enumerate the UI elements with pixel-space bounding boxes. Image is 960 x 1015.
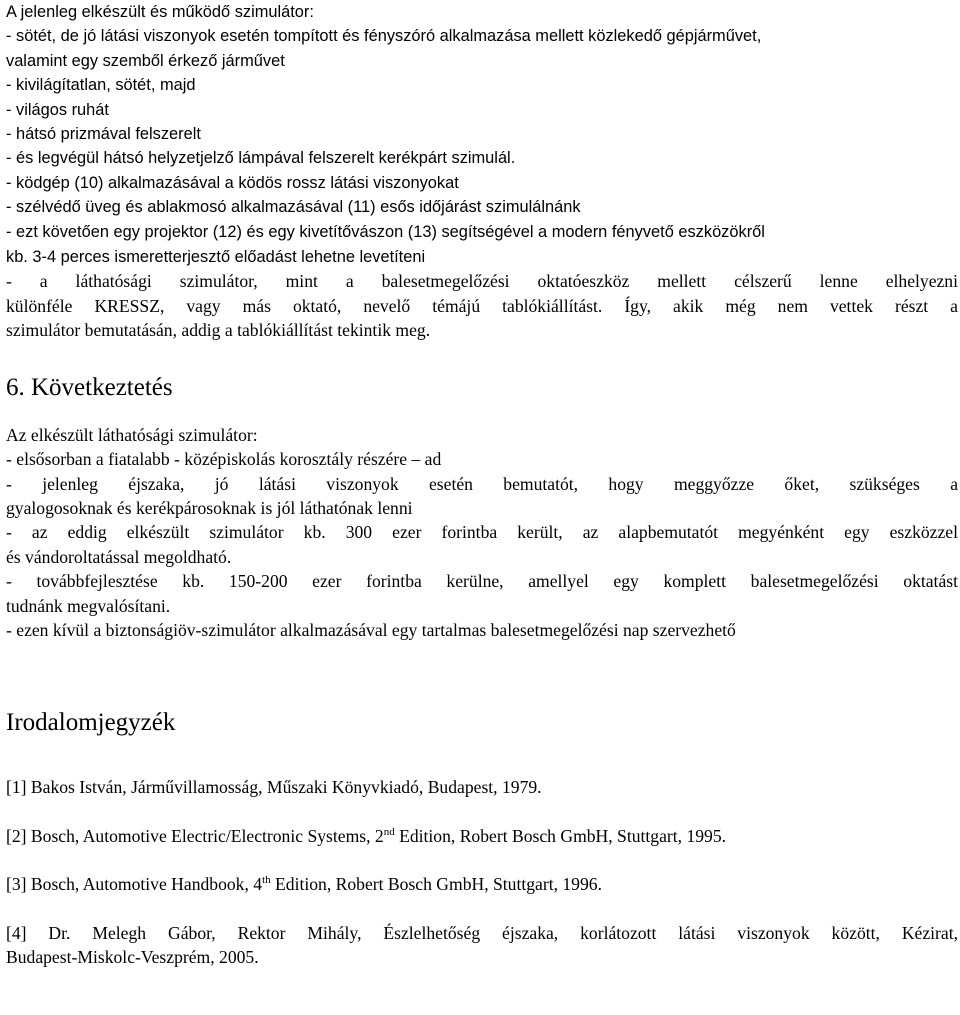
exhibition-line-3: szimulátor bemutatásán, addig a tablókiállítást tekintik meg. xyxy=(6,320,431,341)
projector-block xyxy=(6,220,958,270)
reference-4-line-2: Budapest-Miskolc-Veszprém, 2005. xyxy=(6,946,259,967)
intro-line-3: valamint egy szemből érkező járművet xyxy=(6,51,285,70)
spacer xyxy=(6,642,958,708)
document-page xyxy=(6,0,958,969)
serif-list-block xyxy=(6,171,958,220)
spacer xyxy=(6,738,958,775)
spacer xyxy=(6,848,958,872)
intro-block xyxy=(6,0,958,171)
conclusion-bullet-4-line-2: tudnánk megvalósítani. xyxy=(6,595,171,616)
conclusion-bullet-4-line-1: - továbbfejlesztése kb. 150-200 ezer forintba kerülne, amellyel egy komplett balesetmegelőzési oktatást xyxy=(6,571,958,592)
reference-4 xyxy=(6,921,958,970)
fog-line: - ködgép (10) alkalmazásával a ködös rossz látási viszonyokat xyxy=(6,173,459,192)
projector-line-2 xyxy=(6,244,958,269)
reference-4-line-1: [4] Dr. Melegh Gábor, Rektor Mihály, Észlelhetőség éjszaka, korlátozott látási viszonyok között, Kézirat, xyxy=(6,922,958,943)
spacer xyxy=(6,897,958,921)
section-6-body xyxy=(6,423,958,643)
conclusion-bullet-3-line-2: és vándoroltatással megoldható. xyxy=(6,546,232,567)
spacer xyxy=(6,800,958,824)
conclusion-bullet-2-line-2: gyalogosoknak és kerékpárosoknak is jól láthatónak lenni xyxy=(6,497,413,518)
reference-3-sup: th xyxy=(262,874,271,887)
conclusion-bullet-5: - ezen kívül a biztonságiöv-szimulátor alkalmazásával egy tartalmas balesetmegelőzési nap szervezhető xyxy=(6,619,736,640)
projector-line-2-a: kb. xyxy=(6,248,28,267)
conclusion-bullet-1: - elsősorban a fiatalabb - középiskolás korosztály részére – ad xyxy=(6,449,442,470)
intro-line-5: - világos ruhát xyxy=(6,100,109,119)
conclusion-intro: Az elkészült láthatósági szimulátor: xyxy=(6,424,258,445)
reference-3-rest: Edition, Robert Bosch GmbH, Stuttgart, 1996. xyxy=(270,874,602,895)
reference-2-rest: Edition, Robert Bosch GmbH, Stuttgart, 1995. xyxy=(394,825,727,846)
conclusion-bullet-3-line-1: - az eddig elkészült szimulátor kb. 300 ezer forintba került, az alapbemutatót megyénként egy eszközzel xyxy=(6,522,958,543)
reference-2 xyxy=(6,824,958,848)
paragraph-exhibition xyxy=(6,269,958,342)
intro-line-6: - hátsó prizmával felszerelt xyxy=(6,125,201,144)
exhibition-line-1: - a láthatósági szimulátor, mint a balesetmegelőzési oktatóeszköz mellett célszerű lenne elhelyezni xyxy=(6,271,958,292)
reference-3 xyxy=(6,872,958,896)
reference-3-main: [3] Bosch, Automotive Handbook, 4 xyxy=(6,874,263,895)
section-6-heading: 6. Következtetés xyxy=(6,373,173,401)
conclusion-bullet-2-line-1: - jelenleg éjszaka, jó látási viszonyok esetén bemutatót, hogy meggyőzze őket, szükséges a xyxy=(6,473,958,494)
projector-line-1: - ezt követően egy projektor (12) és egy kivetítővászon (13) segítségével a modern fényvető eszközökről xyxy=(6,222,765,241)
intro-line-2: - sötét, de jó látási viszonyok esetén tompított és fényszóró alkalmazása mellett közlekedő gépjárművet, xyxy=(6,27,762,46)
intro-line-1: A jelenleg elkészült és működő szimulátor: xyxy=(6,3,314,21)
reference-1: [1] Bakos István, Járművillamosság, Műszaki Könyvkiadó, Budapest, 1979. xyxy=(6,777,542,798)
rain-line: - szélvédő üveg és ablakmosó alkalmazásával (11) esős időjárást szimulálnánk xyxy=(6,198,581,217)
reference-2-sup: nd xyxy=(383,825,395,838)
references-heading: Irodalomjegyzék xyxy=(6,709,176,737)
intro-line-4: - kivilágítatlan, sötét, majd xyxy=(6,76,196,95)
projector-line-2-b: 3-4 perces ismeretterjesztő előadást lehetne levetíteni xyxy=(27,248,426,267)
intro-line-7: - és legvégül hátsó helyzetjelző lámpával felszerelt kerékpárt szimulál. xyxy=(6,149,516,168)
reference-2-main: [2] Bosch, Automotive Electric/Electronic Systems, 2 xyxy=(6,825,384,846)
exhibition-line-2: különféle KRESSZ, vagy más oktató, nevelő témájú tablókiállítást. Így, akik még nem vettek részt a xyxy=(6,295,958,316)
